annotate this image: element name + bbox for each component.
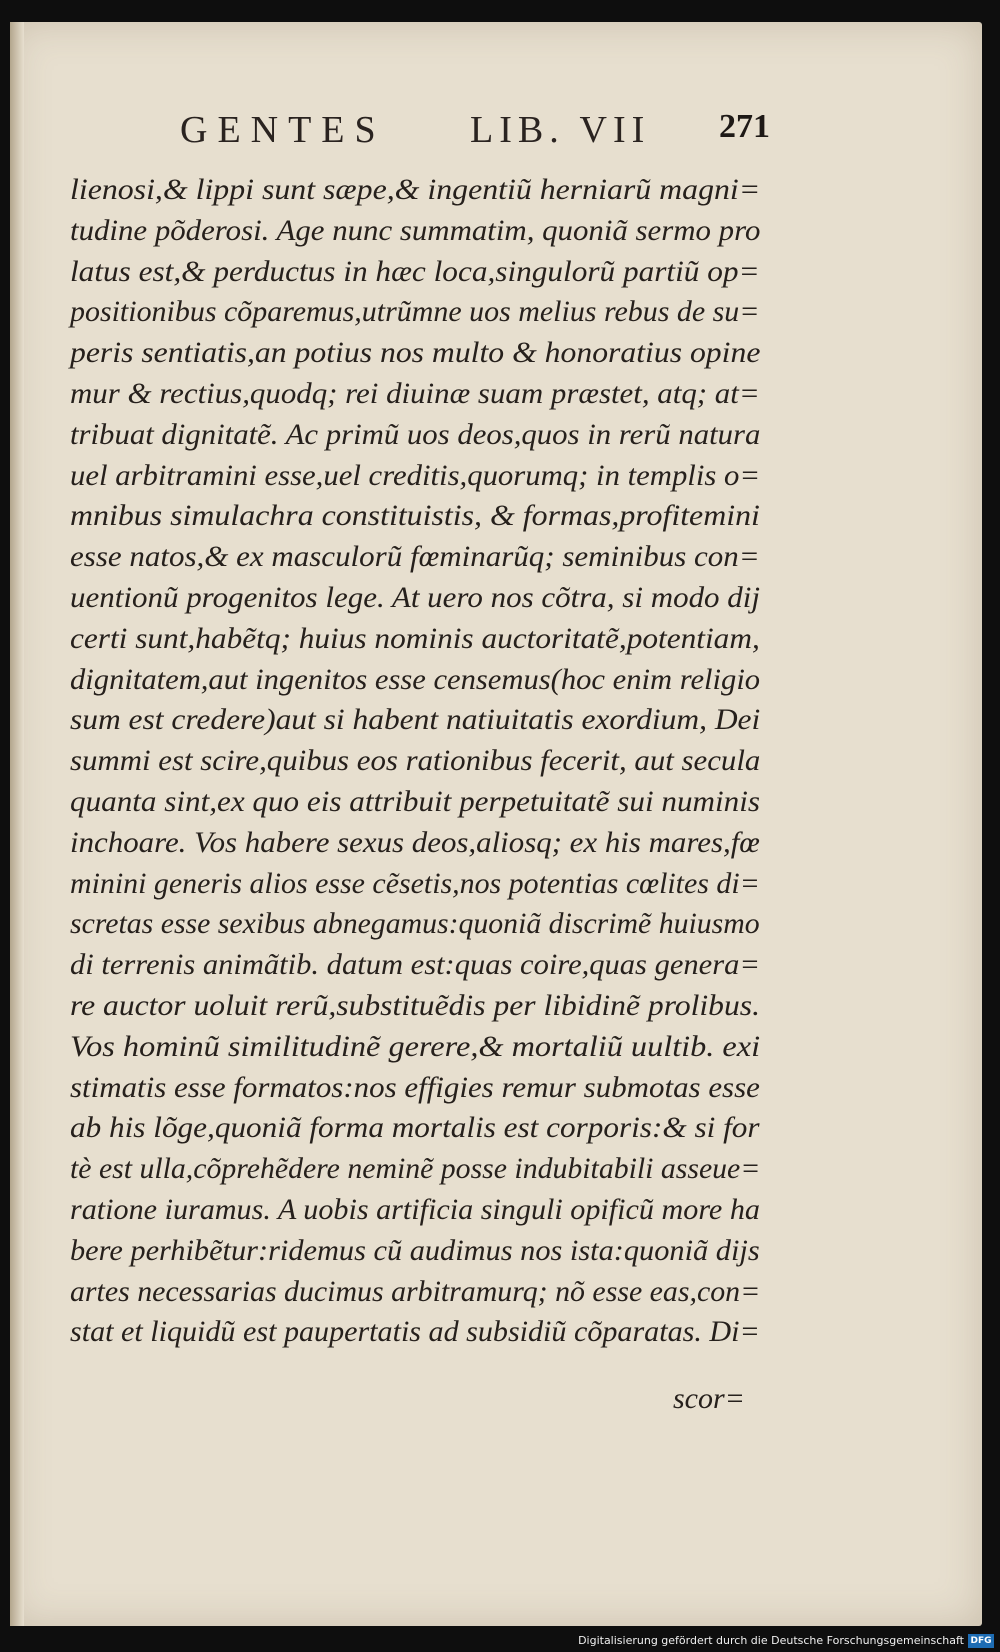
text-line: bere perhibẽtur:ridemus cũ audimus nos ista:quoniã dijs — [70, 1233, 760, 1267]
running-header — [180, 108, 770, 158]
text-line: positionibus cõparemus,utrũmne uos melius rebus de su= — [70, 295, 760, 329]
text-line: artes necessarias ducimus arbitramurq; nõ esse eas,con= — [70, 1274, 761, 1308]
text-line: mur & rectius,quodq; rei diuinæ suam præstet, atq; at= — [70, 376, 760, 410]
text-line: tè est ulla,cõprehẽdere neminẽ posse indubitabili asseue= — [70, 1152, 761, 1186]
text-line: inchoare. Vos habere sexus deos,aliosq; ex his mares,fœ — [70, 825, 760, 859]
text-line: peris sentiatis,an potius nos multo & honoratius opine — [70, 336, 761, 370]
text-line: minini generis alios esse cẽsetis,nos potentias cœlites di= — [70, 866, 760, 900]
text-line: ab his lõge,quoniã forma mortalis est corporis:& si for — [70, 1111, 760, 1145]
footer-bar — [0, 1626, 1000, 1652]
text-line: scretas esse sexibus abnegamus:quoniã discrimẽ huiusmo — [70, 907, 760, 941]
text-line: ratione iuramus. A uobis artificia singuli opificũ more ha — [70, 1192, 760, 1226]
page-gutter — [10, 22, 24, 1626]
text-line: lienosi,& lippi sunt sæpe,& ingentiũ herniarũ magni= — [70, 173, 761, 206]
text-line: stimatis esse formatos:nos effigies remur submotas esse — [70, 1070, 760, 1104]
text-line: mnibus simulachra constituistis, & formas,profitemini — [70, 499, 760, 533]
text-line: summi est scire,quibus eos rationibus fecerit, aut secula — [70, 744, 761, 778]
text-line: di terrenis animãtib. datum est:quas coire,quas genera= — [70, 948, 760, 982]
text-line: stat et liquidũ est paupertatis ad subsidiũ cõparatas. Di= — [70, 1315, 760, 1349]
text-line: tudine põderosi. Age nunc summatim, quoniã sermo pro — [70, 213, 761, 247]
text-line: esse natos,& ex masculorũ fœminarũq; seminibus con= — [70, 540, 760, 574]
text-line: dignitatem,aut ingenitos esse censemus(hoc enim religio — [70, 662, 761, 696]
text-line: uentionũ progenitos lege. At uero nos cõtra, si modo dij — [70, 580, 761, 614]
text-line: quanta sint,ex quo eis attribuit perpetuitatẽ sui numinis — [70, 784, 760, 818]
book-label: LIB. VII — [470, 109, 651, 151]
text-line: latus est,& perductus in hæc loca,singulorũ partiũ op= — [70, 254, 760, 288]
text-line: sum est credere)aut si habent natiuitatis exordium, Dei — [70, 703, 761, 737]
text-line: uel arbitramini esse,uel creditis,quorumq; in templis o= — [70, 458, 761, 492]
text-line: Vos hominũ similitudinẽ gerere,& mortaliũ uultib. exi — [70, 1029, 761, 1063]
text-line: certi sunt,habẽtq; huius nominis auctoritatẽ,potentiam, — [70, 621, 760, 655]
body-text — [70, 170, 770, 1353]
text-line: tribuat dignitatẽ. Ac primũ uos deos,quos in rerũ natura — [70, 417, 761, 451]
dfg-logo-icon: DFG — [968, 1634, 994, 1648]
text-line: re auctor uoluit rerũ,substituẽdis per libidinẽ prolibus. — [70, 988, 760, 1022]
catchword: scor= — [673, 1382, 745, 1415]
page-number: 271 — [719, 108, 770, 145]
running-title: GENTES — [180, 109, 386, 151]
funding-credit: Digitalisierung gefördert durch die Deutsche Forschungsgemeinschaft — [578, 1634, 964, 1647]
